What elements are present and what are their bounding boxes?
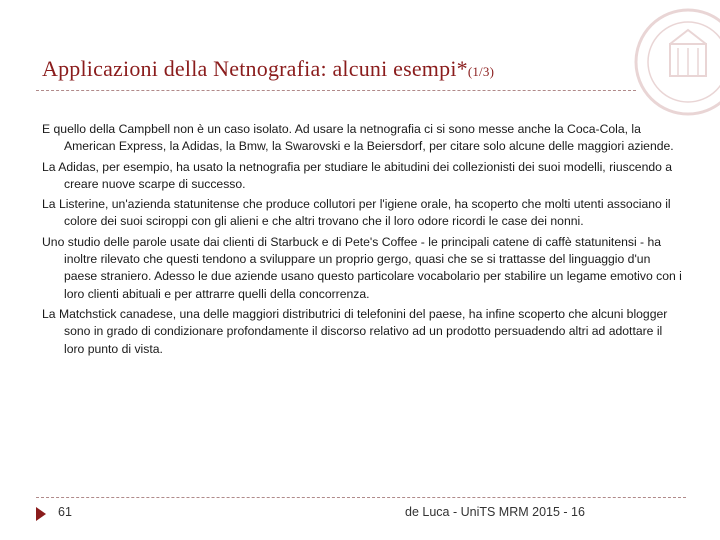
play-arrow-icon — [36, 507, 46, 521]
paragraph-campbell: E quello della Campbell non è un caso isolato. Ad usare la netnografia ci si sono messe anche la Coca-Cola, la American Express, la Adidas, la Bmw, la Swarovski e la Beiersdorf, per citare solo alcune delle maggiori aziende. — [42, 122, 674, 154]
paragraph-matchstick: La Matchstick canadese, una delle maggiori distributrici di telefonini del paese, ha infine scoperto che alcuni blogger sono in grado di condizionare profondamente il discorso relativo ad un prodotto persuadendo altri ad adottare il loro punto di vista. — [42, 306, 668, 356]
slide-title-part-indicator: (1/3) — [467, 64, 495, 79]
title-divider — [36, 90, 636, 91]
page-number: 61 — [58, 505, 72, 519]
paragraph-adidas: La Adidas, per esempio, ha usato la netnografia per studiare le abitudini dei collezionisti dei suoi modelli, riuscendo a creare nuove scarpe di successo. — [42, 159, 673, 191]
paragraph-starbuck: Uno studio delle parole usate dai clienti di Starbuck e di Pete's Coffee - le principali catene di caffè statunitensi - ha inoltre rilevato che questi tendono a sviluppare un proprio gergo, quasi che se si trattasse del linguaggio d'un paese straniero. Adesso le due aziende usano questo particolare vocabolario per stabilire un legame emotivo con i loro clienti abituali e per attrarre quelli della concorrenza. — [42, 234, 682, 301]
slide-body — [42, 121, 682, 361]
footer-credit: de Luca - UniTS MRM 2015 - 16 — [405, 505, 585, 519]
paragraph-listerine: La Listerine, un'azienda statunitense che produce collutori per l'igiene orale, ha scoperto che molti utenti associano il colore dei suoi sciroppi con gli alieni e che altri trovano che il loro odore ricordi le case dei nonni. — [42, 197, 671, 229]
slide-title — [42, 56, 494, 82]
slide-title-text: Applicazioni della Netnografia: alcuni esempi* — [42, 56, 468, 81]
footer-divider — [36, 497, 686, 498]
university-seal-watermark — [628, 4, 720, 122]
